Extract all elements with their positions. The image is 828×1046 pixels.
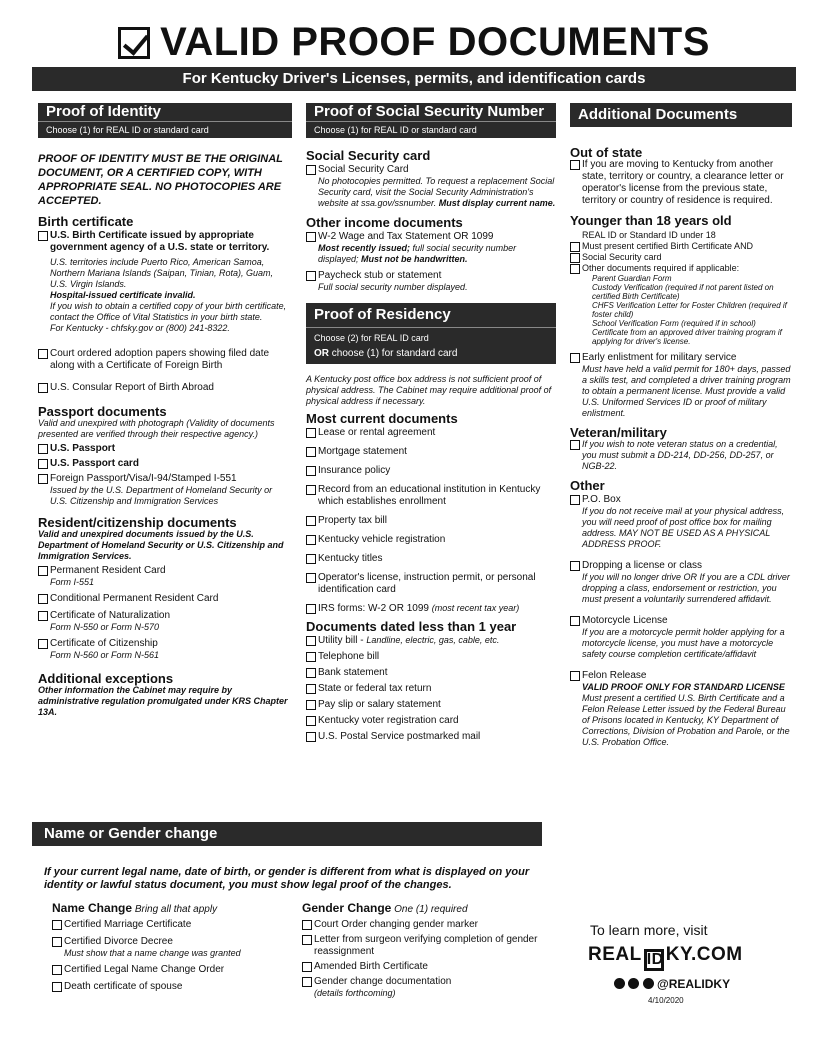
motorcycle-item: Motorcycle License (570, 615, 792, 627)
facebook-icon (614, 978, 625, 989)
drop-license-note: If you will no longer drive OR If you are a CDL driver dropping a class, endorsement or restriction, you must present a voluntarily surrendered affidavit. (582, 572, 790, 604)
bullet-item: Certificate from an approved driver training program if applying for driver's license. (592, 328, 782, 346)
logo-ky: KY.COM (665, 944, 743, 965)
utility-bill-item (306, 635, 556, 647)
paycheck-note: Full social security number displayed. (318, 282, 468, 292)
utility-bill-note: Landline, electric, gas, cable, etc. (366, 635, 500, 645)
gender-change-heading-note: One (1) required (394, 904, 468, 915)
resident-card-form: Form I-551 (50, 577, 95, 587)
out-of-state-item: If you are moving to Kentucky from another state, territory or country, a clearance letter or operator's license from the previous state, territory or country of residence is required. (570, 159, 792, 207)
under-18-ss-item: Social Security card (570, 252, 792, 262)
voter-card-item: Kentucky voter registration card (306, 715, 556, 727)
identity-warning: PROOF OF IDENTITY MUST BE THE ORIGINAL DOCUMENT, OR A CERTIFIED COPY, WITH APPROPRIATE SEAL. NO PHOTOCOPIES ARE ACCEPTED. (38, 153, 283, 207)
identity-subheading: Choose (1) for REAL ID or standard card (38, 121, 292, 138)
birth-heading: Birth certificate (38, 214, 134, 229)
gender-documentation-note: (details forthcoming) (314, 988, 396, 998)
subtitle-banner: For Kentucky Driver's Licenses, permits, and identification cards (32, 67, 796, 91)
drop-license-item: Dropping a license or class (570, 560, 792, 572)
additional-heading: Additional Documents (570, 103, 792, 127)
under-18-bullet-list (570, 274, 792, 346)
po-box-item: P.O. Box (570, 494, 792, 506)
name-change-order-item: Certified Legal Name Change Order (52, 964, 292, 976)
foreign-passport-note: Issued by the U.S. Department of Homeland Security or U.S. Citizenship and Immigration Services (50, 485, 273, 506)
bank-statement-item: Bank statement (306, 667, 556, 679)
amended-birth-cert-item: Amended Birth Certificate (302, 961, 542, 973)
veteran-heading: Veteran/military (570, 425, 667, 440)
veteran-item: If you wish to note veteran status on a credential, you must submit a DD-214, DD-256, DD-257, or NGB-22. (570, 439, 792, 472)
under-18-other-item: Other documents required if applicable: (570, 263, 792, 273)
birth-note-kentucky: For Kentucky - chfsky.gov or (800) 241-8322. (50, 323, 230, 333)
divorce-decree-note: Must show that a name change was granted (64, 948, 241, 958)
w2-note-handwritten: Must not be handwritten. (361, 254, 468, 264)
citizenship-item: Certificate of Citizenship (38, 638, 292, 650)
realid-logo (588, 944, 788, 971)
bullet-item: Parent Guardian Form (592, 274, 672, 283)
postal-mail-item: U.S. Postal Service postmarked mail (306, 731, 556, 743)
w2-note-ssn: full social security number displayed; (318, 243, 517, 264)
us-passport-card-item: U.S. Passport card (38, 458, 292, 470)
instagram-icon (628, 978, 639, 989)
mortgage-item: Mortgage statement (306, 446, 556, 458)
residency-subheading-2 (306, 346, 556, 364)
telephone-bill-item: Telephone bill (306, 651, 556, 663)
other-heading: Other (570, 478, 605, 493)
logo-real: REAL (588, 944, 642, 965)
felon-release-item: Felon Release (570, 670, 792, 682)
gender-change-heading: Gender Change (302, 901, 392, 915)
current-docs-heading: Most current documents (306, 411, 458, 426)
death-cert-item: Death certificate of spouse (52, 981, 292, 993)
irs-forms-text: IRS forms: W-2 OR 1099 (318, 603, 429, 614)
consular-item: U.S. Consular Report of Birth Abroad (38, 382, 292, 394)
logo-id: ID (644, 949, 664, 971)
irs-forms-item (306, 603, 556, 615)
us-passport-item: U.S. Passport (38, 443, 292, 455)
ss-card-note: No photocopies permitted. To request a replacement Social Security card, visit the Social Security Administration's website at ssa.gov/ssnumber. (318, 176, 555, 208)
felon-release-note: Must present a certified U.S. Birth Certificate and a Felon Release Letter issued by the Federal Bureau of Prisons located in Kentucky, KY Department of Corrections, Division of Probation and Parole, or the U.S. Probation Office. (582, 693, 790, 747)
property-tax-item: Property tax bill (306, 515, 556, 527)
military-enlistment-item: Early enlistment for military service (570, 352, 792, 364)
ss-card-heading: Social Security card (306, 148, 431, 163)
foreign-passport-item: Foreign Passport/Visa/I-94/Stamped I-551 (38, 473, 292, 485)
under-18-note: REAL ID or Standard ID under 18 (582, 230, 716, 240)
birth-note-copy: If you wish to obtain a certified copy of your birth certificate, contact the Office of Vital Statistics in your birth state. (50, 301, 287, 322)
paycheck-item: Paycheck stub or statement (306, 270, 556, 282)
name-change-list (52, 902, 292, 996)
naturalization-form: Form N-550 or Form N-570 (50, 622, 160, 632)
residency-heading: Proof of Residency (306, 303, 556, 327)
utility-bill-text: Utility bill - (318, 635, 364, 646)
naturalization-item: Certificate of Naturalization (38, 610, 292, 622)
operator-license-item: Operator's license, instruction permit, or personal identification card (306, 572, 556, 596)
ssn-column (306, 103, 556, 747)
social-handle-text: @REALIDKY (657, 977, 731, 991)
ss-card-item: Social Security Card (306, 164, 556, 176)
social-handle (614, 977, 730, 991)
name-change-heading: Name Change (52, 901, 133, 915)
irs-forms-note: (most recent tax year) (431, 603, 520, 613)
pay-slip-item: Pay slip or salary statement (306, 699, 556, 711)
exceptions-heading: Additional exceptions (38, 671, 174, 686)
birth-note-hospital: Hospital-issued certificate invalid. (50, 290, 196, 300)
education-record-item: Record from an educational institution in Kentucky which establishes enrollment (306, 484, 556, 508)
court-order-gender-item: Court Order changing gender marker (302, 919, 542, 931)
ssn-subheading: Choose (1) for REAL ID or standard card (306, 121, 556, 138)
resident-note: Valid and unexpired documents issued by the U.S. Department of Homeland Security or U.S. Citizenship and Immigration Services. (38, 529, 284, 561)
checkbox-check-icon (118, 27, 150, 59)
divorce-decree-item: Certified Divorce Decree (52, 936, 292, 948)
gender-documentation-item: Gender change documentation (302, 976, 542, 988)
po-box-note: If you do not receive mail at your physical address, you will need proof of post office box for mailing address. MAY NOT BE USED AS A PHYSICAL ADDRESS PROOF. (582, 506, 785, 549)
birth-note-territories: U.S. territories include Puerto Rico, American Samoa, Northern Mariana Islands (Saipan, Tinian, Rota), Guam, U.S. Virgin Islands. (50, 257, 274, 289)
page-title (0, 20, 828, 65)
resident-heading: Resident/citizenship documents (38, 515, 237, 530)
out-of-state-heading: Out of state (570, 145, 643, 160)
under-18-heading: Younger than 18 years old (570, 213, 732, 228)
vehicle-registration-item: Kentucky vehicle registration (306, 534, 556, 546)
residency-sub-standard: choose (1) for standard card (331, 348, 458, 359)
ss-card-note-bold: Must display current name. (438, 198, 556, 208)
residency-subheading-1: Choose (2) for REAL ID card (306, 327, 556, 346)
bullet-item: Custody Verification (required if not parent listed on certified Birth Certificate) (592, 283, 774, 301)
passport-note: Valid and unexpired with photograph (Validity of documents presented are verified through their respective agency.) (38, 418, 275, 439)
tax-return-item: State or federal tax return (306, 683, 556, 695)
marriage-cert-item: Certified Marriage Certificate (52, 919, 292, 931)
surgeon-letter-item: Letter from surgeon verifying completion of gender reassignment (302, 934, 542, 958)
resident-card-item: Permanent Resident Card (38, 565, 292, 577)
adoption-item: Court ordered adoption papers showing filed date along with a Certificate of Foreign Birth (38, 348, 292, 372)
w2-note-recent: Most recently issued; (318, 243, 411, 253)
gender-change-list (302, 902, 542, 999)
bullet-item: School Verification Form (required if in school) (592, 319, 756, 328)
twitter-icon (643, 978, 654, 989)
insurance-item: Insurance policy (306, 465, 556, 477)
name-change-heading-note: Bring all that apply (134, 904, 218, 915)
learn-more-text: To learn more, visit (590, 922, 708, 938)
lease-item: Lease or rental agreement (306, 427, 556, 439)
under-18-birth-cert-item: Must present certified Birth Certificate AND (570, 241, 792, 251)
additional-column (570, 103, 792, 748)
citizenship-form: Form N-560 or Form N-561 (50, 650, 160, 660)
revision-date: 4/10/2020 (648, 996, 684, 1005)
identity-column (38, 103, 292, 718)
dated-docs-heading: Documents dated less than 1 year (306, 619, 517, 634)
residency-sub-or: OR (314, 348, 329, 359)
page-title-text: VALID PROOF DOCUMENTS (160, 20, 710, 64)
felon-release-note-standard: VALID PROOF ONLY FOR STANDARD LICENSE (582, 682, 785, 692)
titles-item: Kentucky titles (306, 553, 556, 565)
bullet-item: CHFS Verification Letter for Foster Children (required if foster child) (592, 301, 787, 319)
identity-heading: Proof of Identity (38, 103, 292, 121)
ssn-heading: Proof of Social Security Number (306, 103, 556, 121)
birth-cert-item: U.S. Birth Certificate issued by appropriate government agency of a U.S. state or territory. (38, 230, 292, 254)
military-enlistment-note: Must have held a valid permit for 180+ days, passed a skills test, and completed a driver training program to obtain a permanent license. Must provide a valid U.S. Uniformed Services ID or proof of military enlistment. (582, 364, 791, 418)
exceptions-note: Other information the Cabinet may require by administrative regulation promulgated under KRS Chapter 13A. (38, 685, 288, 717)
income-heading: Other income documents (306, 215, 463, 230)
w2-item: W-2 Wage and Tax Statement OR 1099 (306, 231, 556, 243)
conditional-resident-item: Conditional Permanent Resident Card (38, 593, 292, 605)
name-gender-intro: If your current legal name, date of birth, or gender is different from what is displayed on your identity or lawful status document, you must show legal proof of the changes. (44, 866, 530, 891)
passport-heading: Passport documents (38, 404, 167, 419)
name-gender-heading: Name or Gender change (32, 822, 542, 846)
motorcycle-note: If you are a motorcycle permit holder applying for a motorcycle license, you must have a motorcycle safety course completion certificate/affidavit (582, 627, 785, 659)
residency-note: A Kentucky post office box address is not sufficient proof of physical address. The Cabinet may require additional proof of physical address if necessary. (306, 374, 552, 406)
